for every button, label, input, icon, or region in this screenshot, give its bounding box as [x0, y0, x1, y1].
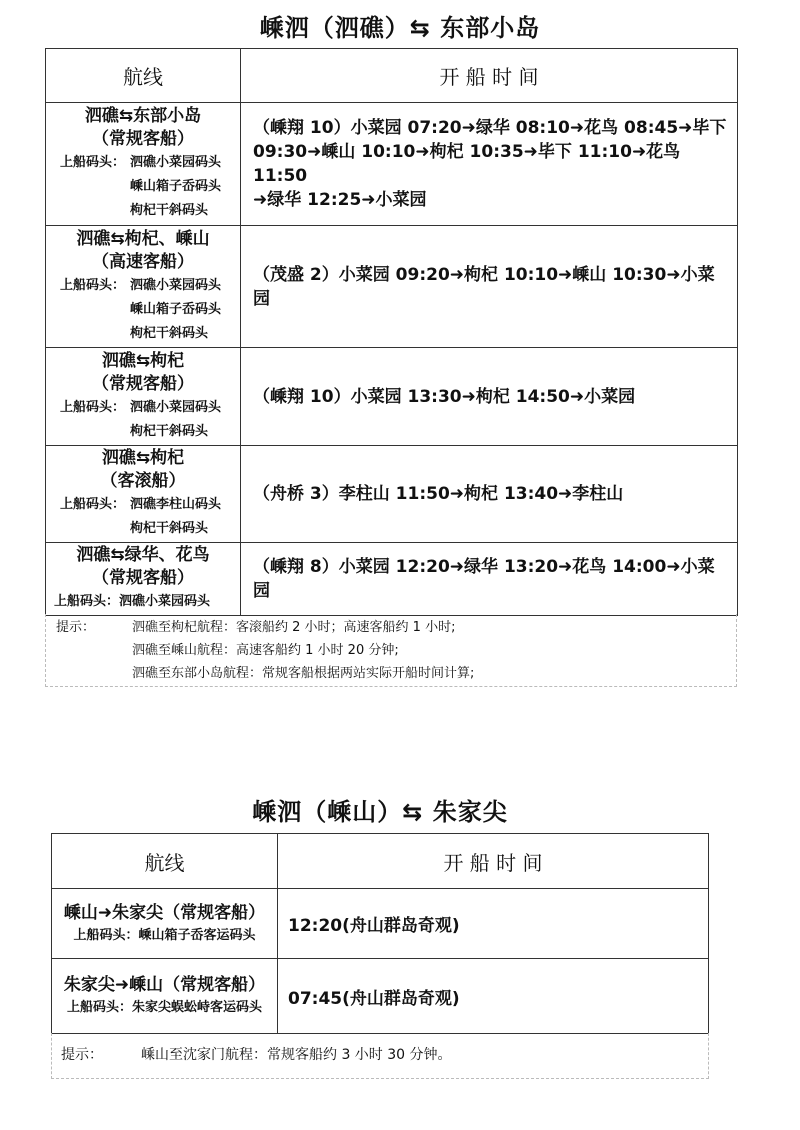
departure-times: （茂盛 2）小菜园 09:20➜枸杞 10:10➜嵊山 10:30➜小菜园	[241, 226, 738, 348]
boarding-pier: 嵊山箱子岙码头	[130, 179, 222, 194]
boarding-pier: 枸杞干斜码头	[130, 325, 209, 341]
section1-title: 嵊泗（泗礁）⇆ 东部小岛	[259, 14, 541, 42]
vessel-type: （常规客船）	[92, 373, 194, 394]
table-header-row	[52, 834, 709, 889]
table-row	[46, 103, 738, 226]
table-row	[52, 959, 709, 1034]
boarding-pier: 上船码头： 泗礁李柱山码头	[60, 497, 222, 512]
route-cell	[46, 103, 241, 226]
boarding-pier: 上船码头：朱家尖蜈蚣峙客运码头	[66, 1000, 262, 1015]
vessel-type: （高速客船）	[92, 251, 194, 272]
table-row	[52, 889, 709, 959]
note-label: 提示：	[56, 620, 96, 635]
departure-time: 07:45(舟山群岛奇观)	[278, 959, 709, 1034]
boarding-pier: 枸杞干斜码头	[130, 423, 209, 439]
route-cell	[52, 889, 278, 959]
header-route: 航线	[46, 49, 241, 103]
departure-times: （嵊翔 10）小菜园 13:30➜枸杞 14:50➜小菜园	[241, 348, 738, 446]
route-cell	[46, 543, 241, 616]
departure-times: （嵊翔 10）小菜园 07:20➜绿华 08:10➜花鸟 08:45➜毕下 09:30➜嵊山 10:10➜枸杞 10:35➜毕下 11:10➜花鸟 11:50 ➜绿华 12:25➜小菜园	[241, 103, 738, 226]
schedule-table-2	[51, 833, 709, 1034]
note-text: 嵊山至沈家门航程：常规客船约 3 小时 30 分钟。	[141, 1047, 452, 1063]
boarding-pier: 上船码头：嵊山箱子岙客运码头	[73, 927, 256, 943]
boarding-pier: 嵊山箱子岙码头	[130, 301, 222, 317]
route-cell	[46, 348, 241, 446]
route-name: 泗礁⇆绿华、花鸟	[76, 545, 210, 565]
table-row	[46, 543, 738, 616]
route-name: 泗礁⇆枸杞、嵊山	[76, 228, 210, 249]
boarding-pier: 上船码头： 泗礁小菜园码头	[60, 155, 222, 170]
boarding-pier: 上船码头： 泗礁小菜园码头	[60, 277, 222, 293]
vessel-type: （常规客船）	[92, 129, 194, 149]
boarding-pier: 枸杞干斜码头	[130, 203, 209, 218]
boarding-pier: 枸杞干斜码头	[130, 521, 209, 536]
note-text: 泗礁至东部小岛航程：常规客船根据两站实际开船时间计算;	[132, 666, 475, 681]
departure-times: （嵊翔 8）小菜园 12:20➜绿华 13:20➜花鸟 14:00➜小菜园	[241, 543, 738, 616]
schedule-table-1	[45, 48, 738, 616]
note-text: 泗礁至枸杞航程：客滚船约 2 小时；高速客船约 1 小时;	[132, 620, 456, 635]
route-cell	[46, 226, 241, 348]
note-label: 提示：	[61, 1047, 103, 1063]
route-name: 朱家尖➜嵊山（常规客船）	[63, 975, 266, 995]
departure-times: （舟桥 3）李柱山 11:50➜枸杞 13:40➜李柱山	[241, 446, 738, 543]
notes-box	[45, 614, 737, 687]
departure-time: 12:20(舟山群岛奇观)	[278, 889, 709, 959]
route-name: 泗礁⇆枸杞	[101, 448, 185, 468]
table-row	[46, 226, 738, 348]
table-header-row	[46, 49, 738, 103]
route-name: 泗礁⇆枸杞	[101, 350, 185, 371]
boarding-pier: 上船码头： 泗礁小菜园码头	[60, 399, 222, 415]
table-row	[46, 446, 738, 543]
vessel-type: （常规客船）	[92, 568, 194, 588]
section2-title: 嵊泗（嵊山）⇆ 朱家尖	[252, 798, 508, 826]
route-cell	[52, 959, 278, 1034]
note-text: 泗礁至嵊山航程：高速客船约 1 小时 20 分钟;	[132, 643, 399, 658]
notes-box	[51, 1033, 709, 1079]
table-row	[46, 348, 738, 446]
route-name: 泗礁⇆东部小岛	[84, 106, 202, 126]
vessel-type: （客滚船）	[100, 471, 186, 491]
boarding-pier: 上船码头：泗礁小菜园码头	[54, 594, 211, 609]
route-cell	[46, 446, 241, 543]
header-route: 航线	[52, 834, 278, 889]
header-time: 开 船 时 间	[278, 834, 709, 889]
header-time: 开 船 时 间	[241, 49, 738, 103]
route-name: 嵊山➜朱家尖（常规客船）	[63, 902, 266, 923]
